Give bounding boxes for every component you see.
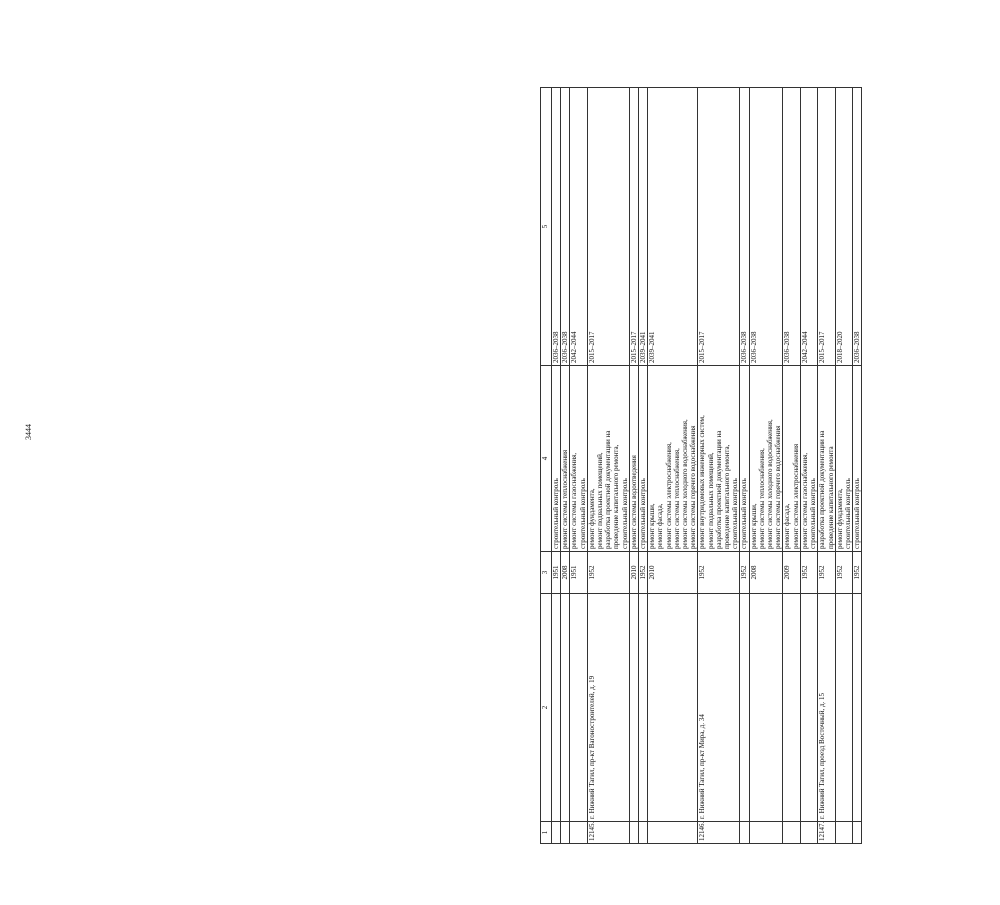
- work-item: ремонт внутридомовых инженерных систем,: [698, 415, 707, 549]
- works-cell: [639, 366, 648, 552]
- year-cell: 1952: [587, 552, 629, 594]
- address-cell: [570, 594, 587, 822]
- year-cell: 2008: [561, 552, 570, 594]
- work-item: ремонт системы теплоснабжения,: [672, 448, 681, 549]
- work-item: ремонт фундамента,: [835, 488, 844, 549]
- year-cell: 1951: [570, 552, 587, 594]
- work-item: ремонт фасада,: [783, 503, 792, 549]
- address-cell: [561, 594, 570, 822]
- works-cell: [648, 366, 698, 552]
- row-number-cell: [629, 822, 638, 844]
- table-row: [587, 88, 629, 844]
- work-item: строительный контроль: [853, 478, 862, 549]
- period-cell: 2042–2044: [570, 88, 587, 366]
- table-row: [570, 88, 587, 844]
- year-cell: 2008: [749, 552, 783, 594]
- year-cell: 1951: [552, 552, 561, 594]
- year-cell: 1952: [835, 552, 852, 594]
- work-item: разработка проектной документации на: [714, 430, 723, 549]
- works-cell: [698, 366, 740, 552]
- address-cell: [740, 594, 749, 822]
- works-cell: [552, 366, 561, 552]
- work-item: ремонт системы водоотведения: [629, 455, 638, 549]
- row-number-cell: [552, 822, 561, 844]
- work-item: разработка проектной документации на: [818, 430, 827, 549]
- work-item: строительный контроль: [843, 478, 852, 549]
- works-cell: [749, 366, 783, 552]
- work-item: проведение капитального ремонта,: [723, 444, 732, 549]
- table-row: [561, 88, 570, 844]
- works-cell: [853, 366, 862, 552]
- work-item: строительный контроль: [740, 478, 749, 549]
- year-cell: 1952: [818, 552, 835, 594]
- period-cell: 2018–2020: [835, 88, 852, 366]
- work-item: проведение капитального ремонта: [826, 446, 835, 549]
- work-item: ремонт системы теплоснабжения,: [757, 448, 766, 549]
- row-number-cell: [740, 822, 749, 844]
- header-cell: 4: [541, 366, 552, 552]
- period-cell: 2015–2017: [698, 88, 740, 366]
- repair-schedule-table: [540, 87, 862, 844]
- work-item: ремонт крыши,: [648, 503, 657, 549]
- row-number-cell: [648, 822, 698, 844]
- row-number-cell: [835, 822, 852, 844]
- work-item: ремонт системы горячего водоснабжения: [689, 425, 698, 549]
- table-row: [639, 88, 648, 844]
- year-cell: 1952: [853, 552, 862, 594]
- table-row: [648, 88, 698, 844]
- row-number-cell: 12147.: [818, 822, 835, 844]
- period-cell: 2036–2038: [853, 88, 862, 366]
- row-number-cell: [570, 822, 587, 844]
- row-number-cell: [783, 822, 800, 844]
- work-item: разработка проектной документации на: [604, 430, 613, 549]
- table-row: [552, 88, 561, 844]
- work-item: ремонт системы электроснабжения: [791, 443, 800, 549]
- table-row: [740, 88, 749, 844]
- work-item: ремонт фундамента,: [587, 488, 596, 549]
- work-item: ремонт системы электроснабжения,: [664, 442, 673, 549]
- table-row: [749, 88, 783, 844]
- row-number-cell: [639, 822, 648, 844]
- header-cell: 5: [541, 88, 552, 366]
- work-item: ремонт системы теплоснабжения: [561, 449, 570, 549]
- works-cell: [740, 366, 749, 552]
- address-cell: [749, 594, 783, 822]
- year-cell: 1952: [800, 552, 817, 594]
- year-cell: 2010: [629, 552, 638, 594]
- table-row: [629, 88, 638, 844]
- work-item: строительный контроль: [552, 478, 560, 549]
- work-item: ремонт системы газоснабжения,: [570, 452, 579, 549]
- year-cell: 2010: [648, 552, 698, 594]
- work-item: ремонт подвальных помещений,: [596, 452, 605, 549]
- work-item: строительный контроль: [731, 478, 740, 549]
- year-cell: 1952: [740, 552, 749, 594]
- period-cell: 2015–2017: [818, 88, 835, 366]
- address-cell: [552, 594, 561, 822]
- work-item: строительный контроль: [809, 478, 818, 549]
- period-cell: 2036–2038: [552, 88, 561, 366]
- work-item: ремонт системы холодного водоснабжения,: [766, 419, 775, 549]
- header-cell: 1: [541, 822, 552, 844]
- page-number: 3444: [24, 424, 33, 440]
- work-item: ремонт подвальных помещений,: [706, 452, 715, 549]
- work-item: ремонт системы холодного водоснабжения,: [681, 419, 690, 549]
- header-row: [541, 88, 552, 844]
- work-item: ремонт системы газоснабжения,: [800, 452, 809, 549]
- address-cell: [639, 594, 648, 822]
- period-cell: 2036–2038: [740, 88, 749, 366]
- table-row: [853, 88, 862, 844]
- works-cell: [818, 366, 835, 552]
- header-cell: 2: [541, 594, 552, 822]
- period-cell: 2015–2017: [587, 88, 629, 366]
- address-cell: [835, 594, 852, 822]
- works-cell: [835, 366, 852, 552]
- year-cell: 2009: [783, 552, 800, 594]
- address-cell: [783, 594, 800, 822]
- table-row: [783, 88, 800, 844]
- header-cell: 3: [541, 552, 552, 594]
- row-number-cell: [561, 822, 570, 844]
- period-cell: 2015–2017: [629, 88, 638, 366]
- works-cell: [800, 366, 817, 552]
- address-cell: [629, 594, 638, 822]
- row-number-cell: 12145.: [587, 822, 629, 844]
- works-cell: [570, 366, 587, 552]
- work-item: строительный контроль: [639, 478, 648, 549]
- table-row: [698, 88, 740, 844]
- period-cell: 2036–2038: [561, 88, 570, 366]
- rotated-table-container: [540, 88, 1000, 844]
- works-cell: [561, 366, 570, 552]
- work-item: проведение капитального ремонта,: [612, 444, 621, 549]
- works-cell: [587, 366, 629, 552]
- table-row: [800, 88, 817, 844]
- table-row: [835, 88, 852, 844]
- address-cell: [853, 594, 862, 822]
- year-cell: 1952: [698, 552, 740, 594]
- works-cell: [629, 366, 638, 552]
- works-cell: [783, 366, 800, 552]
- year-cell: 1952: [639, 552, 648, 594]
- work-item: ремонт фасада,: [656, 503, 665, 549]
- work-item: строительный контроль: [578, 478, 587, 549]
- work-item: строительный контроль: [620, 478, 629, 549]
- address-cell: [800, 594, 817, 822]
- row-number-cell: [749, 822, 783, 844]
- row-number-cell: [853, 822, 862, 844]
- period-cell: 2039–2041: [648, 88, 698, 366]
- period-cell: 2042–2044: [800, 88, 817, 366]
- period-cell: 2036–2038: [749, 88, 783, 366]
- work-item: ремонт крыши,: [749, 503, 758, 549]
- period-cell: 2036–2038: [783, 88, 800, 366]
- address-cell: г. Нижний Тагил, пр-кт Мира, д. 34: [698, 594, 740, 822]
- row-number-cell: [800, 822, 817, 844]
- row-number-cell: 12146.: [698, 822, 740, 844]
- period-cell: 2039–2041: [639, 88, 648, 366]
- table-row: [818, 88, 835, 844]
- address-cell: г. Нижний Тагил, проезд Восточный, д. 15: [818, 594, 835, 822]
- address-cell: г. Нижний Тагил, пр-кт Вагоностроителей, д. 19: [587, 594, 629, 822]
- work-item: ремонт системы горячего водоснабжения: [774, 425, 783, 549]
- address-cell: [648, 594, 698, 822]
